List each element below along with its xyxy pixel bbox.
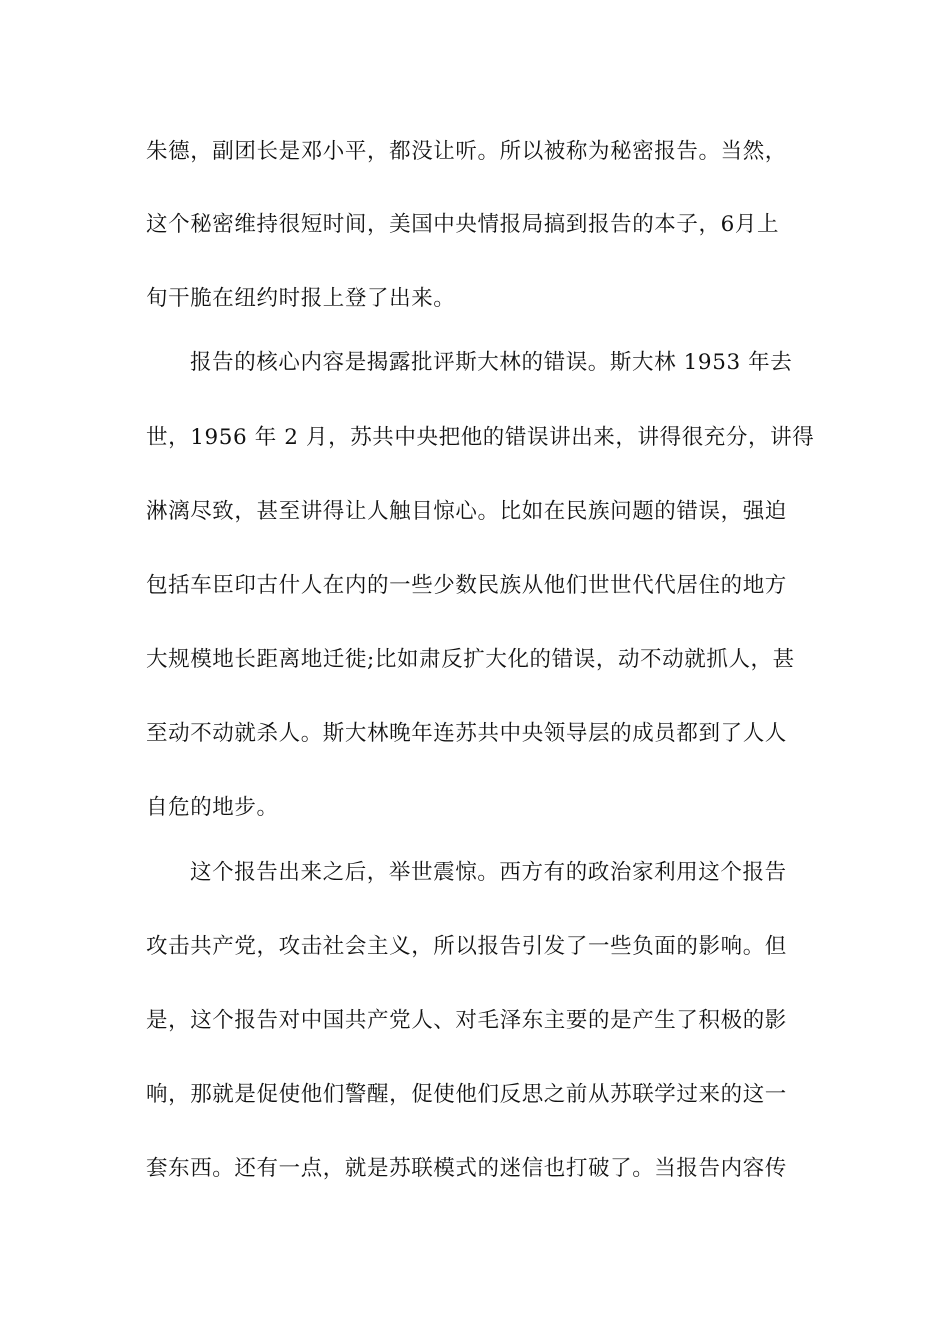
- text-line: 这个秘密维持很短时间，美国中央情报局搞到报告的本子，6月上: [146, 212, 780, 237]
- paragraph-first-line: 报告的核心内容是揭露批评斯大林的错误。斯大林 1953 年去: [190, 350, 793, 375]
- text-line: 大规模地长距离地迁徙;比如肃反扩大化的错误，动不动就抓人，甚: [146, 647, 795, 672]
- text-line: 攻击共产党，攻击社会主义，所以报告引发了一些负面的影响。但: [146, 934, 787, 959]
- text-line: 淋漓尽致，甚至讲得让人触目惊心。比如在民族问题的错误，强迫: [146, 499, 787, 524]
- text-line: 响，那就是促使他们警醒，促使他们反思之前从苏联学过来的这一: [146, 1082, 787, 1107]
- text-line: 朱德，副团长是邓小平，都没让听。所以被称为秘密报告。当然，: [146, 139, 787, 164]
- text-line: 自危的地步。: [146, 795, 279, 820]
- text-line: 套东西。还有一点，就是苏联模式的迷信也打破了。当报告内容传: [146, 1156, 787, 1181]
- text-line: 旬干脆在纽约时报上登了出来。: [146, 286, 456, 311]
- text-line: 世，1956 年 2 月，苏共中央把他的错误讲出来，讲得很充分，讲得: [146, 425, 815, 450]
- text-line: 是，这个报告对中国共产党人、对毛泽东主要的是产生了积极的影: [146, 1008, 787, 1033]
- paragraph-first-line: 这个报告出来之后，举世震惊。西方有的政治家利用这个报告: [190, 860, 787, 885]
- text-line: 至动不动就杀人。斯大林晚年连苏共中央领导层的成员都到了人人: [146, 721, 787, 746]
- text-line: 包括车臣印古什人在内的一些少数民族从他们世世代代居住的地方: [146, 573, 787, 598]
